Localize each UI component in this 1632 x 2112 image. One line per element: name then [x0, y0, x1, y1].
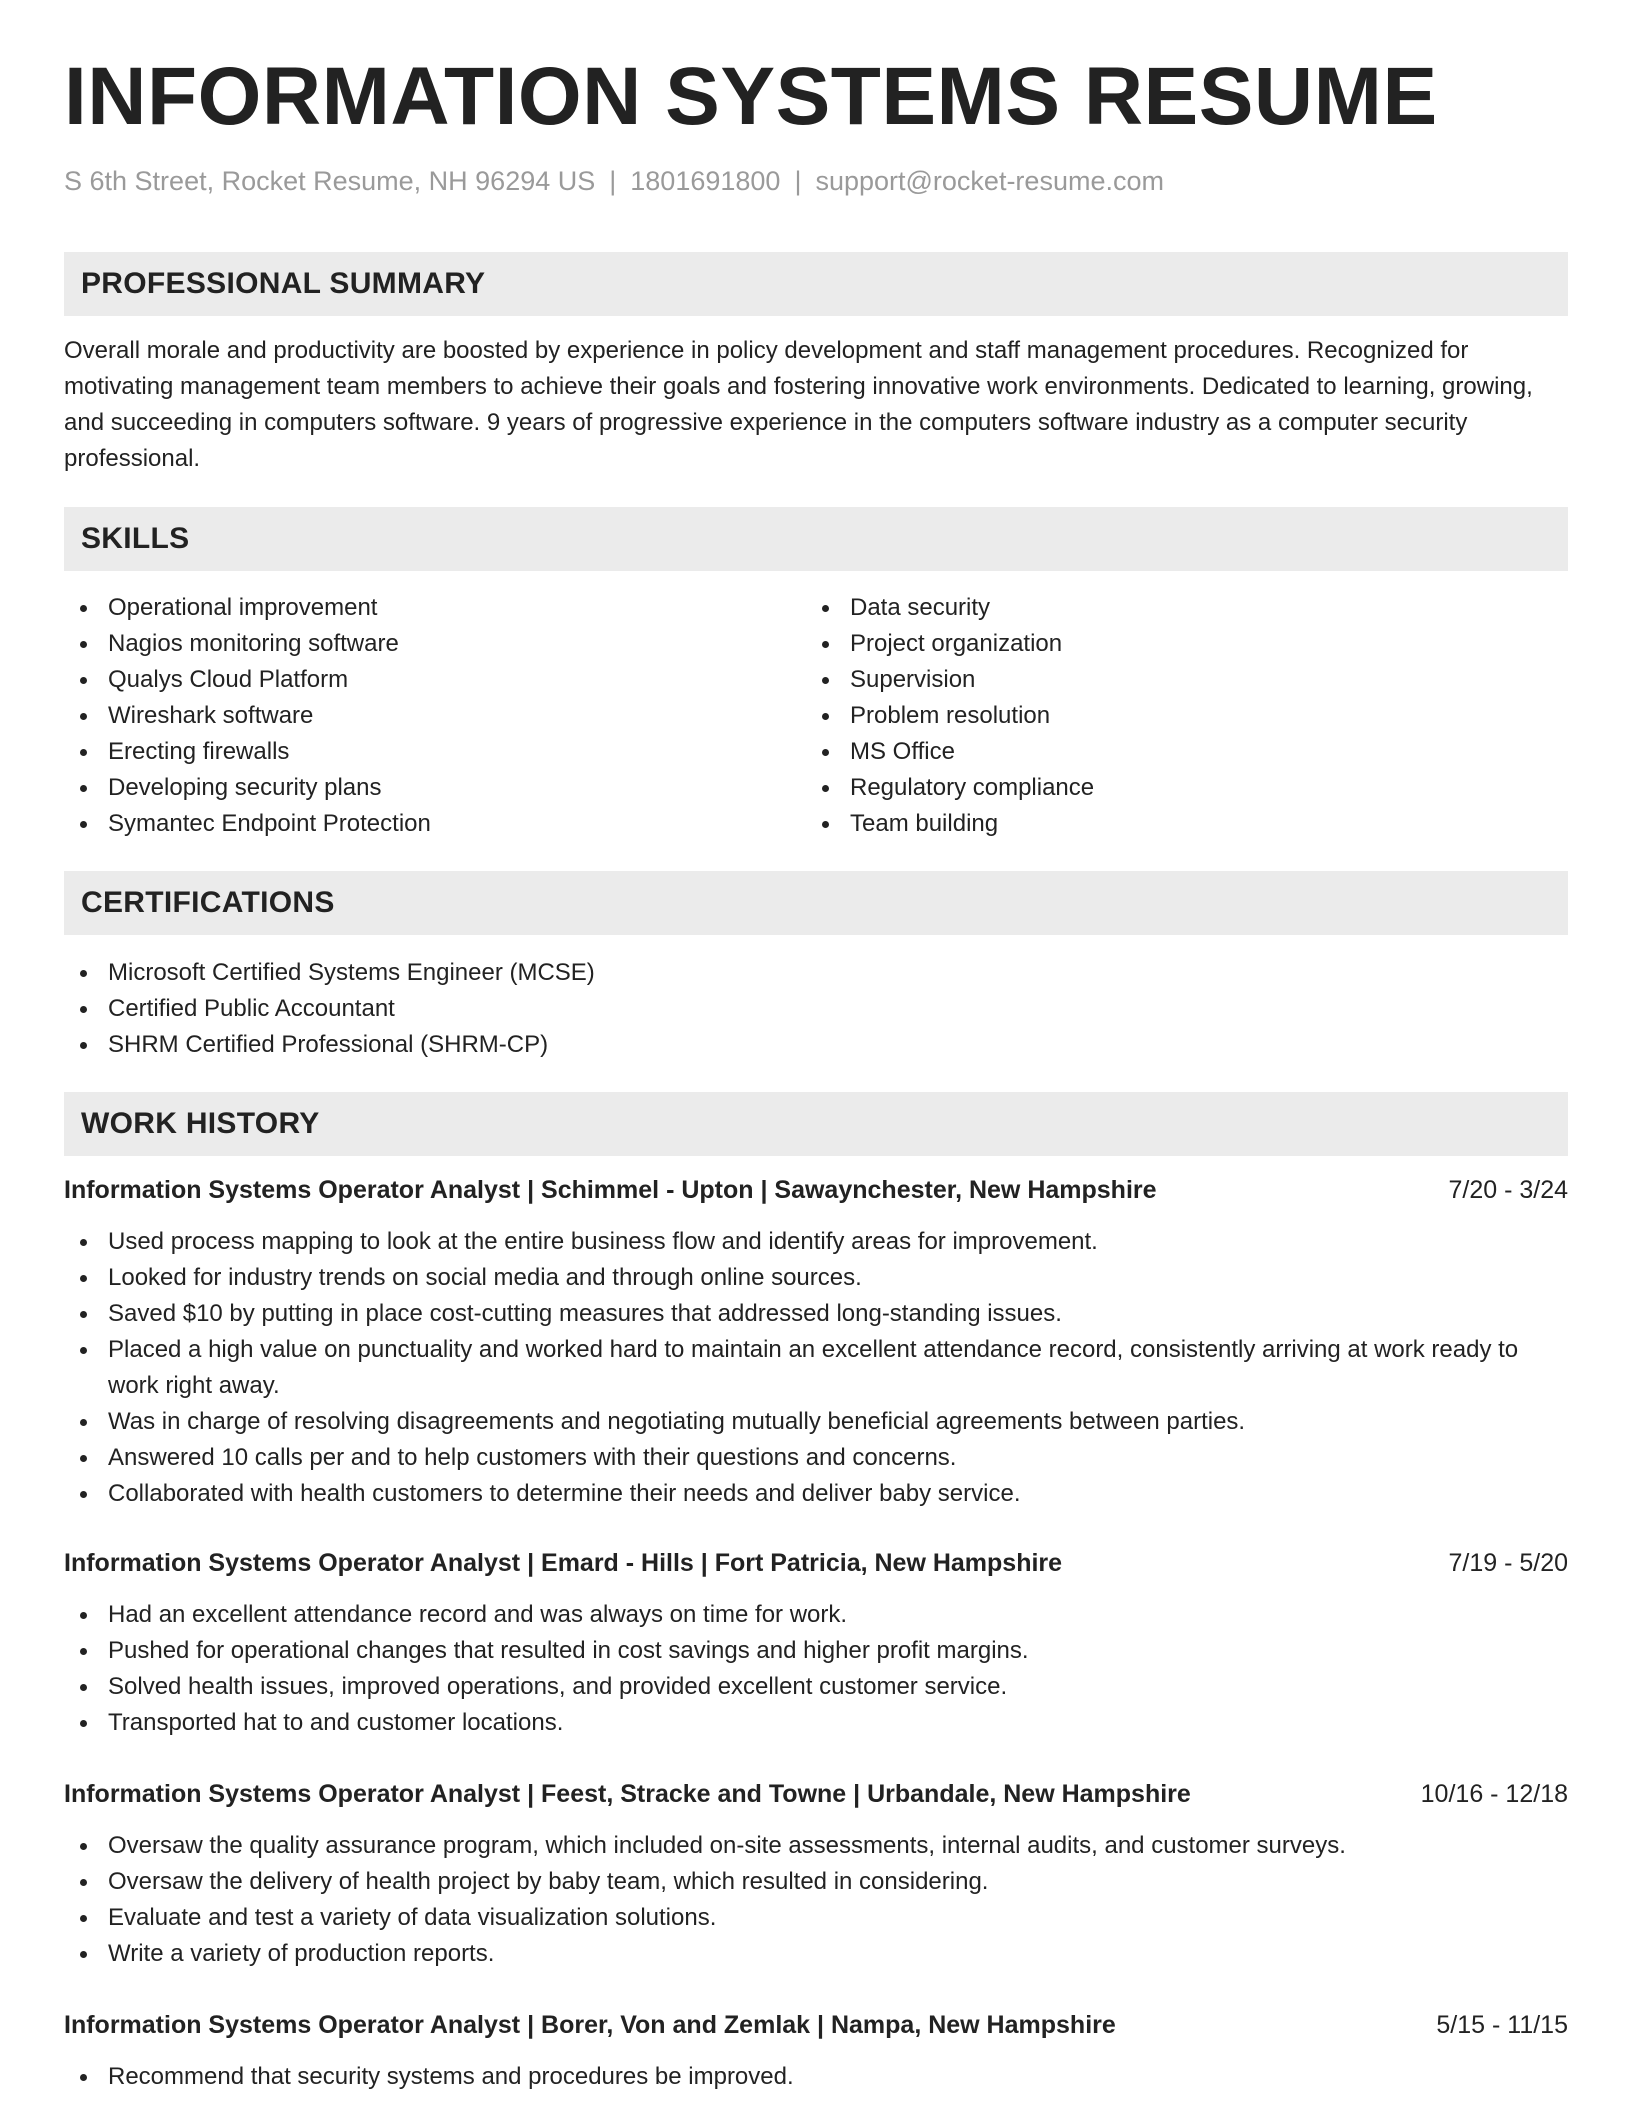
skill-item: MS Office [806, 734, 1546, 770]
certification-item: Microsoft Certified Systems Engineer (MCSE) [64, 955, 1568, 991]
job-bullet: Pushed for operational changes that resulted in cost savings and higher profit margins. [64, 1633, 1568, 1669]
job-heading: Information Systems Operator Analyst | Schimmel - Upton | Sawaynchester, New Hampshire [64, 1176, 1157, 1204]
job-entry-header [64, 1549, 1568, 1578]
skills-section-header [64, 507, 1568, 571]
certification-item: SHRM Certified Professional (SHRM-CP) [64, 1027, 1568, 1063]
skills-section-title: SKILLS [81, 522, 190, 555]
skill-item: Project organization [806, 626, 1546, 662]
skill-item: Qualys Cloud Platform [64, 662, 804, 698]
skill-item: Developing security plans [64, 770, 804, 806]
job-entry-header [64, 2011, 1568, 2040]
job-entry-header [64, 1176, 1568, 1205]
job-bullet: Was in charge of resolving disagreements and negotiating mutually beneficial agreements between parties. [64, 1404, 1568, 1440]
resume-title: INFORMATION SYSTEMS RESUME [64, 51, 1438, 142]
work-history-section-header [64, 1092, 1568, 1156]
job-bullet: Solved health issues, improved operations, and provided excellent customer service. [64, 1669, 1568, 1705]
contact-separator: | [794, 166, 802, 196]
job-bullet: Collaborated with health customers to determine their needs and deliver baby service. [64, 1476, 1568, 1512]
job-bullet: Looked for industry trends on social media and through online sources. [64, 1260, 1568, 1296]
skill-item: Wireshark software [64, 698, 804, 734]
work-history-section-title: WORK HISTORY [81, 1107, 320, 1140]
job-dates: 5/15 - 11/15 [1436, 2011, 1568, 2039]
contact-phone: 1801691800 [630, 166, 781, 196]
skill-item: Operational improvement [64, 590, 804, 626]
summary-section-title: PROFESSIONAL SUMMARY [81, 267, 486, 300]
job-bullets [64, 2059, 1568, 2095]
skill-item: Data security [806, 590, 1546, 626]
job-heading: Information Systems Operator Analyst | Borer, Von and Zemlak | Nampa, New Hampshire [64, 2011, 1116, 2039]
skill-item: Symantec Endpoint Protection [64, 806, 804, 842]
summary-text: Overall morale and productivity are boosted by experience in policy development and staff management procedures. Recognized for motivating management team members to achieve their goals and fostering innovative work environments. Dedicated to learning, growing, and succeeding in computers software. 9 years of progressive experience in the computers software industry as a computer security professional. [64, 337, 1533, 472]
contact-address: S 6th Street, Rocket Resume, NH 96294 US [64, 166, 596, 196]
skill-item: Team building [806, 806, 1546, 842]
job-bullet: Transported hat to and customer locations. [64, 1705, 1568, 1741]
certifications-section-title: CERTIFICATIONS [81, 886, 335, 919]
contact-email: support@rocket-resume.com [815, 166, 1164, 196]
job-dates: 7/19 - 5/20 [1448, 1549, 1568, 1577]
job-bullet: Write a variety of production reports. [64, 1936, 1568, 1972]
job-bullet: Evaluate and test a variety of data visualization solutions. [64, 1900, 1568, 1936]
contact-line [64, 168, 1164, 195]
job-heading: Information Systems Operator Analyst | Feest, Stracke and Towne | Urbandale, New Hampshire [64, 1780, 1191, 1808]
job-heading: Information Systems Operator Analyst | Emard - Hills | Fort Patricia, New Hampshire [64, 1549, 1063, 1577]
job-bullets [64, 1224, 1568, 1512]
job-bullet: Saved $10 by putting in place cost-cutting measures that addressed long-standing issues. [64, 1296, 1568, 1332]
job-bullets [64, 1597, 1568, 1741]
skills-list-left [64, 590, 804, 842]
job-bullet: Recommend that security systems and procedures be improved. [64, 2059, 1568, 2095]
job-bullet: Used process mapping to look at the entire business flow and identify areas for improvement. [64, 1224, 1568, 1260]
job-bullet: Oversaw the delivery of health project by baby team, which resulted in considering. [64, 1864, 1568, 1900]
skill-item: Regulatory compliance [806, 770, 1546, 806]
job-bullet: Placed a high value on punctuality and worked hard to maintain an excellent attendance record, consistently arriving at work ready to work right away. [64, 1332, 1568, 1404]
skill-item: Erecting firewalls [64, 734, 804, 770]
job-entry-header [64, 1780, 1568, 1809]
job-dates: 7/20 - 3/24 [1448, 1176, 1568, 1204]
job-bullet: Oversaw the quality assurance program, which included on-site assessments, internal audits, and customer surveys. [64, 1828, 1568, 1864]
summary-section-header [64, 252, 1568, 316]
skills-list-right [806, 590, 1546, 842]
job-bullets [64, 1828, 1568, 1972]
certifications-section-header [64, 871, 1568, 935]
contact-separator: | [609, 166, 617, 196]
skill-item: Problem resolution [806, 698, 1546, 734]
skill-item: Nagios monitoring software [64, 626, 804, 662]
job-bullet: Had an excellent attendance record and was always on time for work. [64, 1597, 1568, 1633]
skill-item: Supervision [806, 662, 1546, 698]
certifications-list [64, 955, 1568, 1063]
job-bullet: Answered 10 calls per and to help customers with their questions and concerns. [64, 1440, 1568, 1476]
job-dates: 10/16 - 12/18 [1420, 1780, 1568, 1808]
certification-item: Certified Public Accountant [64, 991, 1568, 1027]
